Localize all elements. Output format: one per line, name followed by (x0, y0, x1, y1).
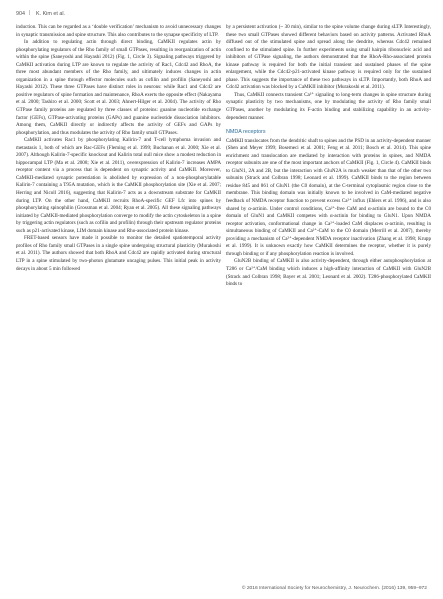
left-column (16, 24, 221, 273)
footer-copyright: © 2016 International Society for Neurochemistry, J. Neurochem. (2016) 139, 959–972 (241, 586, 427, 591)
paragraph: FRET-based sensors have made it possible to monitor the detailed spatiotemporal activity profiles of Rho family small GTPases in a single spine undergoing structural plasticity (Murakoshi et al. 2011). The authors showed that both RhoA and Cdc42 are rapidly activated during structural LTP in a spine stimulated by two-photon glutamate uncaging pulses. This initial peak in activity decays in about 5 min followed (16, 235, 221, 272)
paragraph: In addition to regulating actin through direct binding, CaMKII regulates actin by phosphorylating regulators of the Rho family of small GTPases, resulting in reorganization of actin within the spine (Saneyoshi and Hayashi 2012) (Fig. 1, Circle 3). Signaling pathways triggered by CaMKII activation during LTP are known to regulate the activity of Rac1, Cdc42 and RhoA, the three most abundant members of the Rho family, and ultimately induces changes in actin organization in a spine through effector molecules such as cofilin and profilin (Saneyoshi and Hayashi 2012). These three GTPases have distinct roles in neurons: while Rac1 and Cdc42 are positive regulators of spine formation and maintenance, RhoA exerts the opposite effect (Nakayama et al. 2000; Tashiro et al. 2000; Scott et al. 2003; Ahnert-Hilger et al. 2004). The activity of Rho GTPase family proteins are regulated by three classes of proteins: guanine nucleotide exchange factor (GEFs), GTPase-activating proteins (GAPs) and guanine nucleotide dissociation inhibitors. Among them, CaMKII directly or indirectly affects the activity of GEFs and GAPs by phosphorylation, and thus modulates the activity of Rho family small GTPases. (16, 39, 221, 136)
paragraph: CaMKII activates Rac1 by phosphorylating Kalirin-7 and T-cell lymphoma invasion and metastasis 1, both of which are Rac-GEFs (Fleming et al. 1999; Buchanan et al. 2000; Xie et al. 2007). Although Kalirin-7-specific knockout and Kalirin total null mice show a modest reduction in hippocampal LTP (Ma et al. 2008; Xie et al. 2011), overexpression of Kalirin-7 increases AMPA receptor content via a process that is dependent on synaptic activity and CaMKII. Moreover, CaMKII-mediated synaptic potentiation is abolished by expression of a non-phosphorylatable Kalirin-7 containing a T95A mutation, which is the CaMKII phosphorylation site (Xie et al. 2007; Herring and Nicoll 2016), suggesting that Kalirin-7 acts as a downstream substrate for CaMKII during LTP. On the other hand, CaMKII recruits RhoA-specific GEF Lfc into spines by phosphorylating spinophilin (Grossman et al. 2004; Ryan et al. 2005). All these signaling pathways initiated by CaMKII-mediated phosphorylation converge to modify the actin cytoskeleton in a spine by triggering actin regulators (such as cofilin and profilin) through their upstream regulator proteins such as p21-activated kinase, LIM domain kinase and Rho-associated protein kinase. (16, 137, 221, 234)
header-separator: | (29, 10, 31, 16)
paragraph: by a persistent activation (~ 30 min), similar to the spine volume change during sLTP. Interestingly, these two small GTPases showed different behaviors based on activity patterns. Activated RhoA diffused out of the stimulated spine and spread along the dendrite, whereas Cdc42 remained confined to the stimulated spine. In further experiments using small hairpin ribonucleic acid and inhibitors of GTPase signaling, the authors demonstrated that the RhoA-Rho-associated protein kinase pathway is required for both the initial transient and sustained phases of the spine enlargement, while the Cdc42-p21-activated kinase pathway is required only for the sustained phase. This suggests the importance of these two pathways in sLTP. Importantly, both RhoA and Cdc42 activation was blocked by a CaMKII inhibitor (Murakoshi et al. 2011). (226, 24, 431, 91)
running-header (16, 11, 427, 21)
paragraph: CaMKII translocates from the dendritic shaft to spines and the PSD in an activity-dependent manner (Shen and Meyer 1999; Bosemeci et al. 2001; Feng et al. 2011; Bosch et al. 2014). This spine enrichment and translocation are mediated by interaction with proteins in spines, and NMDA receptor subunits are one of the most important anchors of CaMKII (Fig. 1, Circle 4). CaMKII binds to GluN1, 2A and 2B, but the interaction with GluN2A is much weaker than that of the other two subunits (Strack and Colbran 1998; Leonard et al. 1999). CaMKII binds to the region between residue 845 and 861 of GluN1 (the C0 domain), at the C-terminal cytoplasmic region close to the membrane. This binding domain was initially known to be involved in CaM-mediated negative feedback of NMDA receptor function to prevent excess Ca²⁺ influx (Ehlers et al. 1996), and is also shared by α-actinin. Under control conditions, Ca²⁺-free CaM and α-actinin are bound to the C0 domain of GluN1 and CaMKII competes with α-actinin for binding to GluN1. Upon NMDA receptor activation, conformational change in Ca²⁺-loaded CaM displaces α-actinin, resulting in simultaneous binding of CaMKII and Ca²⁺-CaM to the C0 domain (Merrill et al. 2007), thereby providing a mechanism of Ca²⁺-dependent NMDA receptor inactivation (Zhang et al. 1998; Krupp et al. 1999). It is unknown exactly how CaMKII determines the receptor, whether it is purely through binding or if any phosphorylation reaction is involved. (226, 137, 431, 257)
right-column (226, 24, 431, 289)
section-heading: NMDA receptors (226, 129, 266, 136)
paragraph: GluN2B binding of CaMKII is also activity-dependent, through either autophosphorylation at T286 or Ca²⁺/CaM binding which induces a high-affinity interaction of CaMKII with GluN2B (Strack and Colbran 1998; Bayer et al. 2001; Leonard et al. 2002). T286-phosphorylated CaMKII binds to (226, 258, 431, 288)
paragraph: Thus, CaMKII connects transient Ca²⁺ signaling to long-term changes in spine structure during synaptic plasticity by two mechanisms, one by modulating the activity of Rho family small GTPases, another by modulating its F-actin binding and stabilizing capability in an activity-dependent manner. (226, 91, 431, 121)
page-number: 904 (16, 11, 25, 17)
paragraph: induction. This can be regarded as a ‘double verification’ mechanism to avoid unnecessary changes in synaptic transmission and spine structure. This also contributes to the synapse specificity of LTP. (16, 24, 221, 38)
running-authors: K. Kim et al. (36, 11, 66, 17)
